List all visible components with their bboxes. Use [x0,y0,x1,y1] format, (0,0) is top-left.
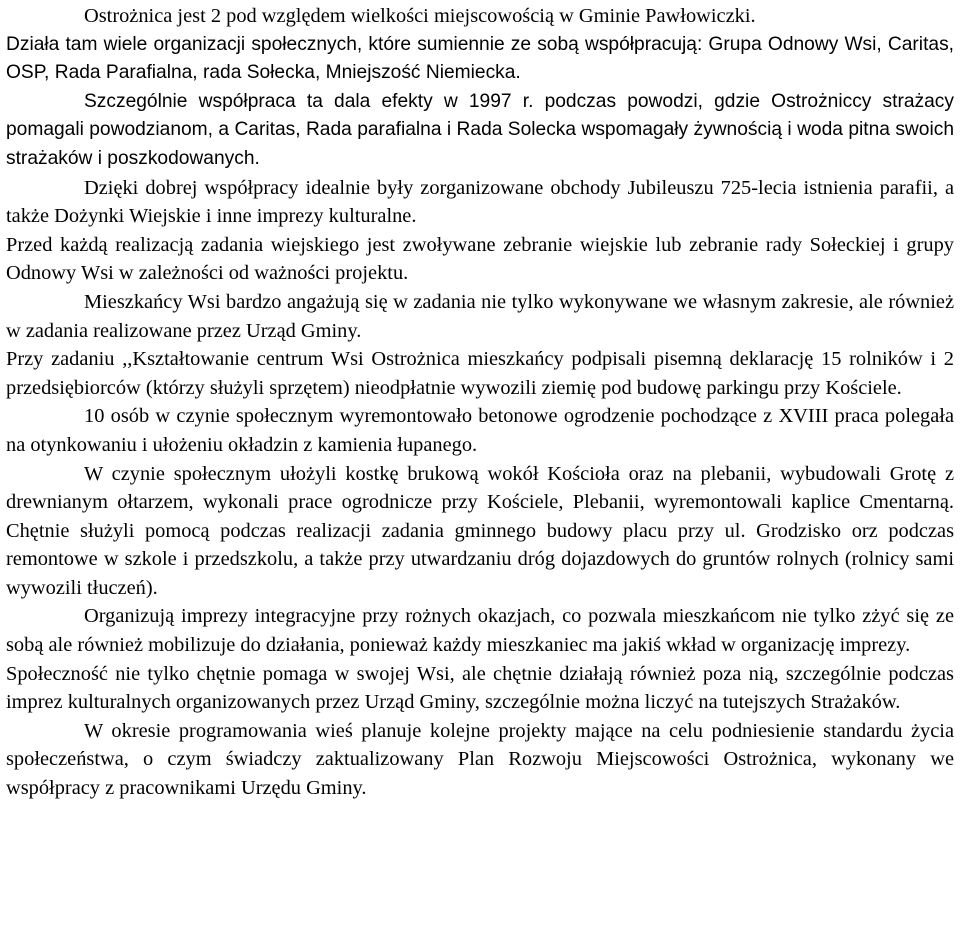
paragraph-jubilee: Dzięki dobrej współpracy idealnie były zorganizowane obchody Jubileuszu 725-lecia istnienia parafii, a także Dożynki Wiejskie i inne imprezy kulturalne. [6,176,954,228]
paragraph-residents: Mieszkańcy Wsi bardzo angażują się w zadania nie tylko wykonywane we własnym zakresie, ale również w zadania realizowane przez Urząd Gminy. [6,290,954,342]
paragraph-flood-1997: Szczególnie współpraca ta dala efekty w 1997 r. podczas powodzi, gdzie Ostrożniccy strażacy pomagali powodzianom, a Caritas, Rada parafialna i Rada Solecka wspomagały żywnością i woda pitna swoich strażaków i poszkodowanych. [6,90,954,169]
paragraph-village-centre: Przy zadaniu ,,Kształtowanie centrum Wsi Ostrożnica mieszkańcy podpisali pisemną deklarację 15 rolników i 2 przedsiębiorców (którzy służyli sprzętem) nieodpłatnie wywozili ziemię pod budowę parkingu przy Kościele. [6,348,954,399]
paragraph-community-work: W czynie społecznym ułożyli kostkę brukową wokół Kościoła oraz na plebanii, wybudowali Grotę z drewnianym ołtarzem, wykonali prace ogrodnicze przy Kościele, Plebanii, wyremontowali kaplice Cmentarną. Chętnie służyli pomocą podczas realizacji zadania gminnego budowy placu przy ul. Grodzisko orz podczas remontowe w szkole i przedszkolu, a także przy utwardzaniu dróg dojazdowych do gruntów rolnych (rolnicy sami wywozili tłuczeń). [6,462,954,599]
paragraph-programming: W okresie programowania wieś planuje kolejne projekty mające na celu podniesienie standardu życia społeczeństwa, o czym świadczy zaktualizowany Plan Rozwoju Miejscowości Ostrożnica, wykonany we współpracy z pracownikami Urzędu Gminy. [6,719,954,800]
paragraph-village-meeting: Przed każdą realizacją zadania wiejskiego jest zwoływane zebranie wiejskie lub zebranie rady Sołeckiej i grupy Odnowy Wsi w zależności od ważności projektu. [6,233,954,285]
paragraph-community: Społeczność nie tylko chętnie pomaga w swojej Wsi, ale chętnie działają również poza nią, szczególnie podczas imprez kulturalnych organizowanych przez Urząd Gminy, szczególnie można liczyć na tutejszych Strażaków. [6,662,954,714]
paragraph-integration: Organizują imprezy integracyjne przy rożnych okazjach, co pozwala mieszkańcom nie tylko zżyć się ze sobą ale również mobilizuje do działania, ponieważ każdy mieszkaniec ma jakiś wkład w organizację imprezy. [6,605,954,657]
paragraph-organizations: Działa tam wiele organizacji społecznych, które sumiennie ze sobą współpracują: Grupa Odnowy Wsi, Caritas, OSP, Rada Parafialna, rada Sołecka, Mniejszość Niemiecka. [6,33,954,84]
paragraph-intro: Ostrożnica jest 2 pod względem wielkości miejscowością w Gminie Pawłowiczki. [84,5,756,27]
paragraph-fence: 10 osób w czynie społecznym wyremontowało betonowe ogrodzenie pochodzące z XVIII praca polegała na otynkowaniu i ułożeniu okładzin z kamienia łupanego. [6,405,954,456]
